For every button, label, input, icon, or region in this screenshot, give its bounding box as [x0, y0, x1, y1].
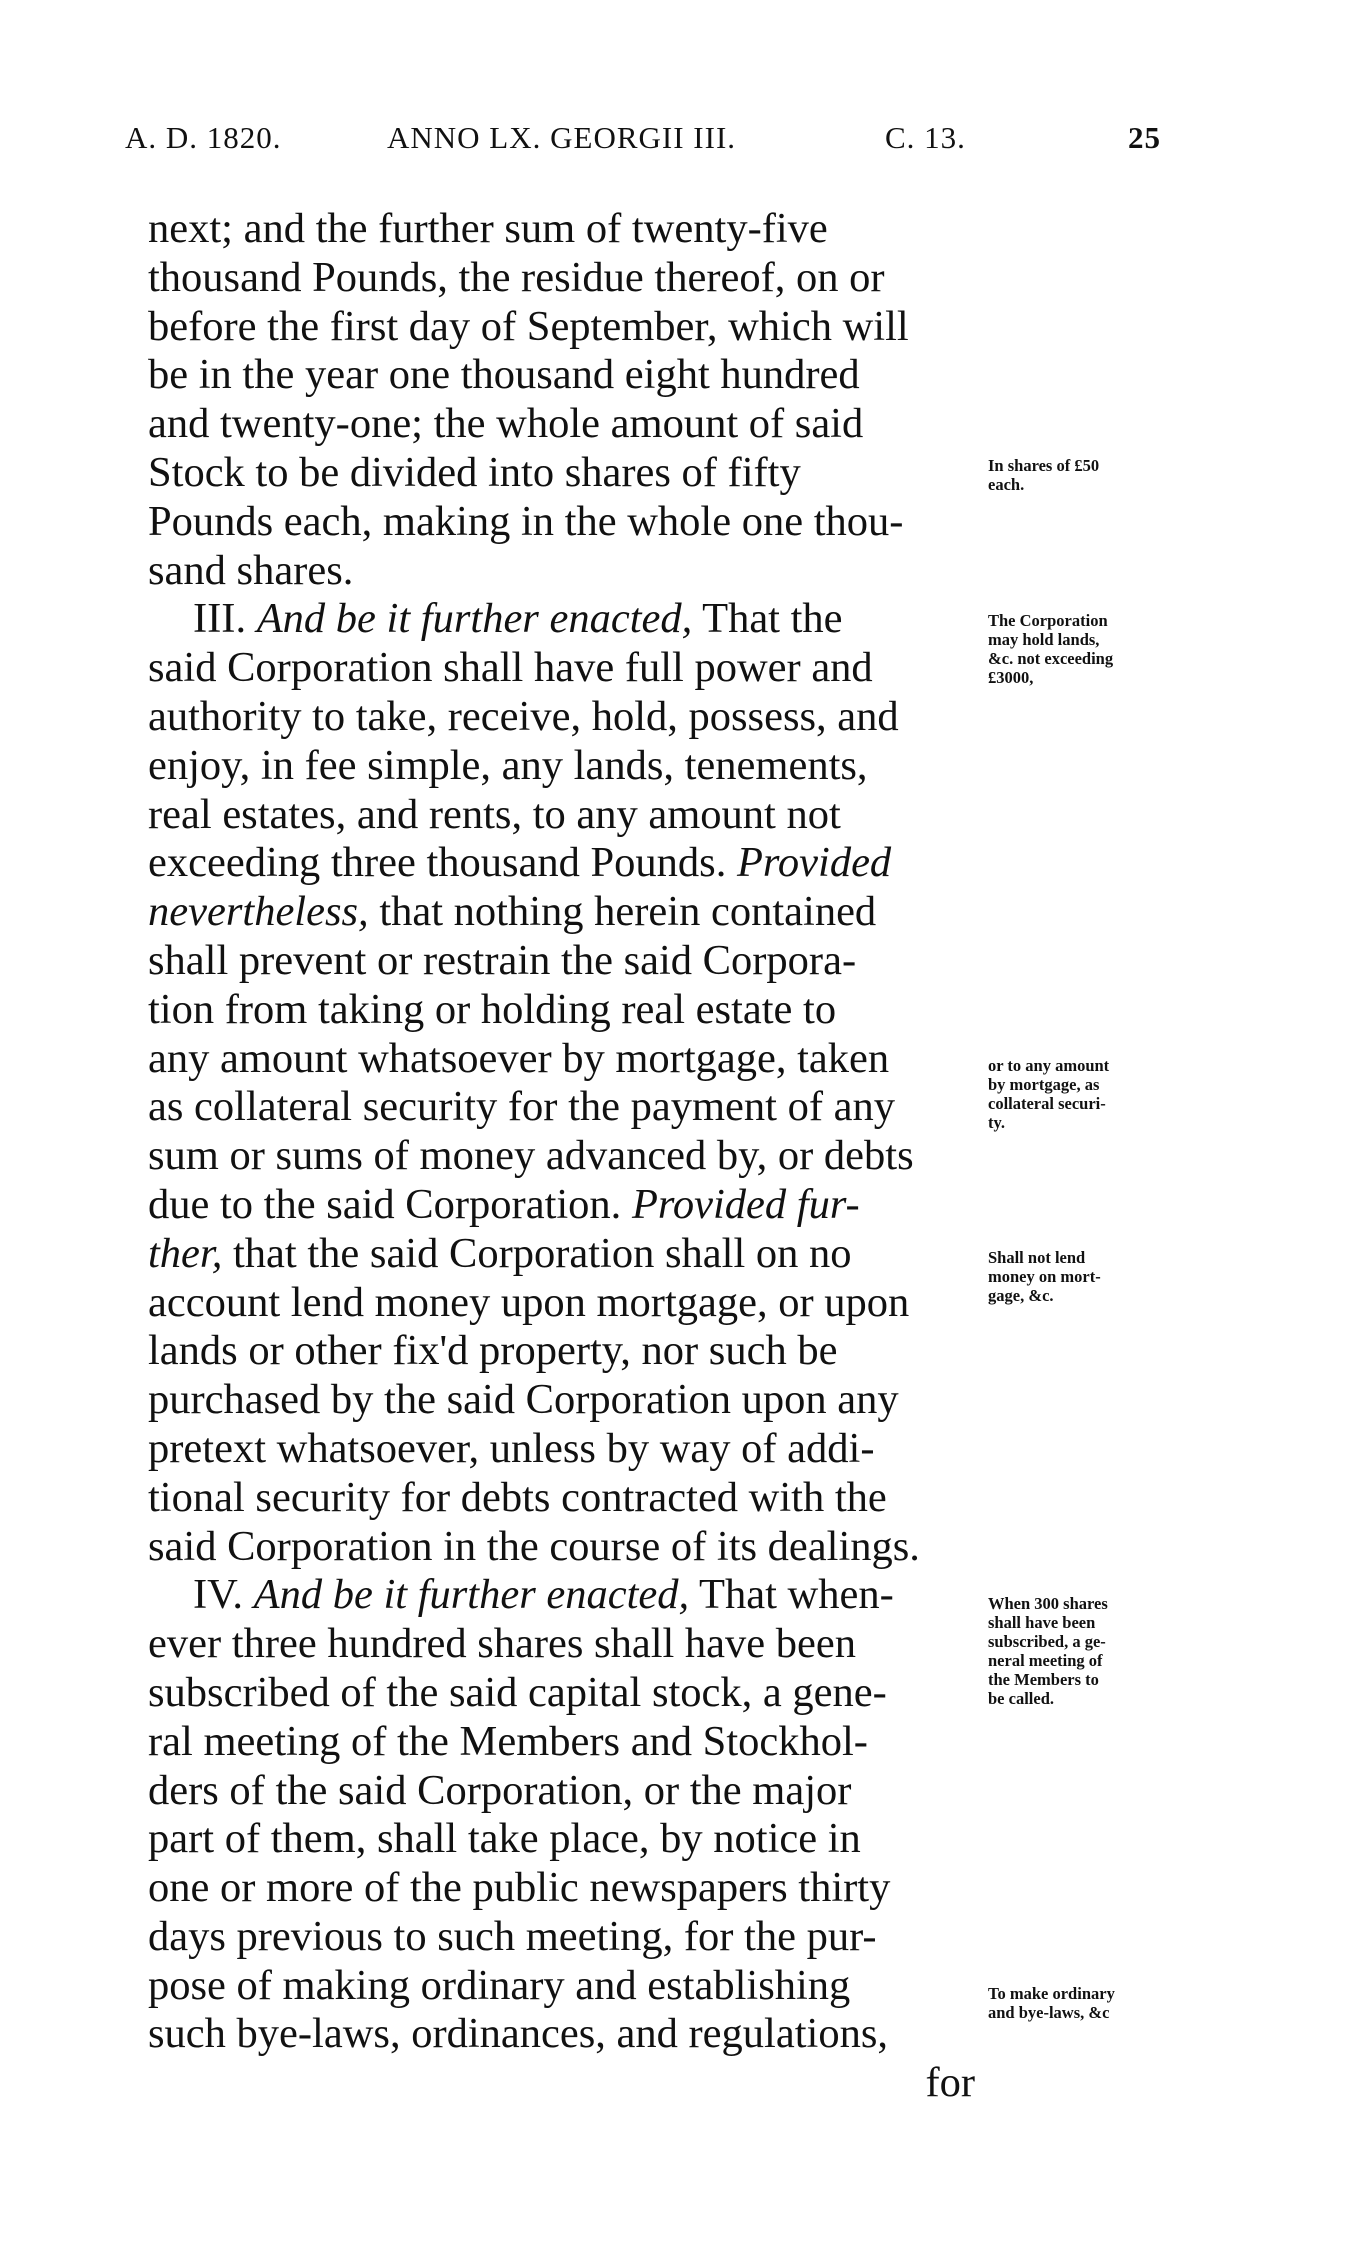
proviso-italic: nevertheless, [148, 888, 369, 936]
text-line: pose of making ordinary and establishing [148, 1961, 851, 2009]
text-line: such bye-laws, ordinances, and regulations, [148, 2010, 888, 2058]
text-fragment: That the [692, 595, 843, 643]
text-line: one or more of the public newspapers thirty [148, 1864, 891, 1912]
proviso-italic: ther, [148, 1229, 223, 1277]
text-line [148, 1230, 983, 1279]
margin-note-line: Shall not lend [988, 1248, 1086, 1267]
margin-note-line: neral meeting of [988, 1651, 1103, 1670]
margin-note-line: by mortgage, as [988, 1075, 1100, 1094]
text-fragment: exceeding three thousand Pounds. [148, 839, 737, 887]
header-chapter: C. 13. [885, 120, 966, 155]
margin-note-line: may hold lands, [988, 630, 1100, 649]
section-heading-line [148, 1571, 983, 1620]
text-line: ral meeting of the Members and Stockhol- [148, 1717, 868, 1765]
text-line: part of them, shall take place, by notice in [148, 1815, 861, 1863]
margin-note-shares [988, 456, 1188, 494]
text-fragment: due to the said Corporation. [148, 1180, 632, 1228]
margin-note-line: When 300 shares [988, 1594, 1108, 1613]
text-line: authority to take, receive, hold, possess, and [148, 692, 899, 740]
text-line: Pounds each, making in the whole one thou- [148, 497, 904, 545]
text-line: as collateral security for the payment of any [148, 1083, 895, 1131]
text-line: sum or sums of money advanced by, or debts [148, 1132, 914, 1180]
text-fragment: that the said Corporation shall on no [222, 1229, 852, 1277]
running-header [125, 120, 1185, 170]
margin-note-line: gage, &c. [988, 1286, 1054, 1305]
margin-note-line: or to any amount [988, 1056, 1110, 1075]
text-line [148, 1181, 983, 1230]
margin-note-line: In shares of £50 [988, 456, 1100, 475]
text-line: pretext whatsoever, unless by way of addi- [148, 1424, 875, 1472]
text-line: days previous to such meeting, for the pur- [148, 1912, 877, 1960]
header-date: A. D. 1820. [125, 120, 282, 155]
text-line: said Corporation shall have full power and [148, 644, 873, 692]
text-line: and twenty-one; the whole amount of said [148, 400, 864, 448]
margin-note-lands [988, 611, 1188, 687]
text-line: account lend money upon mortgage, or upon [148, 1278, 910, 1326]
text-line: real estates, and rents, to any amount not [148, 790, 841, 838]
page-number: 25 [1128, 120, 1161, 155]
text-line: before the first day of September, which will [148, 302, 909, 350]
margin-note-line: each. [988, 475, 1025, 494]
proviso-italic: Provided fur- [631, 1180, 860, 1228]
margin-note-line: To make ordinary [988, 1984, 1115, 2003]
text-fragment: that nothing herein contained [368, 888, 877, 936]
margin-note-line: money on mort- [988, 1267, 1101, 1286]
enacting-clause: And be it further enacted, [256, 595, 693, 643]
margin-note-line: and bye-laws, &c [988, 2003, 1110, 2022]
margin-note-line: be called. [988, 1689, 1054, 1708]
margin-note-line: shall have been [988, 1613, 1096, 1632]
margin-note-mortgage [988, 1056, 1188, 1132]
text-line: sand shares. [148, 546, 354, 594]
section-number: III. [193, 595, 257, 643]
margin-note-lend [988, 1248, 1188, 1305]
margin-note-byelaws [988, 1984, 1188, 2022]
section-heading-line [148, 595, 983, 644]
margin-note-line: £3000, [988, 668, 1034, 687]
text-line: be in the year one thousand eight hundred [148, 351, 860, 399]
body-text [148, 205, 983, 2108]
enacting-clause: And be it further enacted, [253, 1571, 690, 1619]
text-line: tion from taking or holding real estate to [148, 985, 837, 1033]
text-line: said Corporation in the course of its dealings. [148, 1522, 920, 1570]
margin-note-line: The Corporation [988, 611, 1108, 630]
margin-note-line: &c. not exceeding [988, 649, 1114, 668]
section-number: IV. [193, 1571, 254, 1619]
text-line: thousand Pounds, the residue thereof, on or [148, 253, 885, 301]
catchword: for [925, 2059, 975, 2107]
text-line [148, 888, 983, 937]
margin-note-line: subscribed, a ge- [988, 1632, 1106, 1651]
text-line: subscribed of the said capital stock, a gene- [148, 1668, 887, 1716]
text-line: next; and the further sum of twenty-five [148, 205, 828, 252]
text-line: shall prevent or restrain the said Corpora- [148, 936, 857, 984]
text-line: tional security for debts contracted with the [148, 1473, 887, 1521]
margin-note-line: ty. [988, 1113, 1005, 1132]
text-line: ever three hundred shares shall have been [148, 1620, 857, 1668]
margin-note-meeting [988, 1594, 1188, 1708]
text-fragment: That when- [689, 1571, 894, 1619]
text-line: ders of the said Corporation, or the major [148, 1766, 852, 1814]
margin-note-line: collateral securi- [988, 1094, 1106, 1113]
header-title: ANNO LX. GEORGII III. [387, 120, 737, 155]
text-line: purchased by the said Corporation upon any [148, 1376, 899, 1424]
proviso-italic: Provided [736, 839, 892, 887]
text-line: any amount whatsoever by mortgage, taken [148, 1034, 890, 1082]
text-line: lands or other fix'd property, nor such be [148, 1327, 838, 1375]
text-line: enjoy, in fee simple, any lands, tenements, [148, 741, 868, 789]
margin-note-line: the Members to [988, 1670, 1099, 1689]
text-line: Stock to be divided into shares of fifty [148, 448, 801, 496]
text-line [148, 839, 983, 888]
